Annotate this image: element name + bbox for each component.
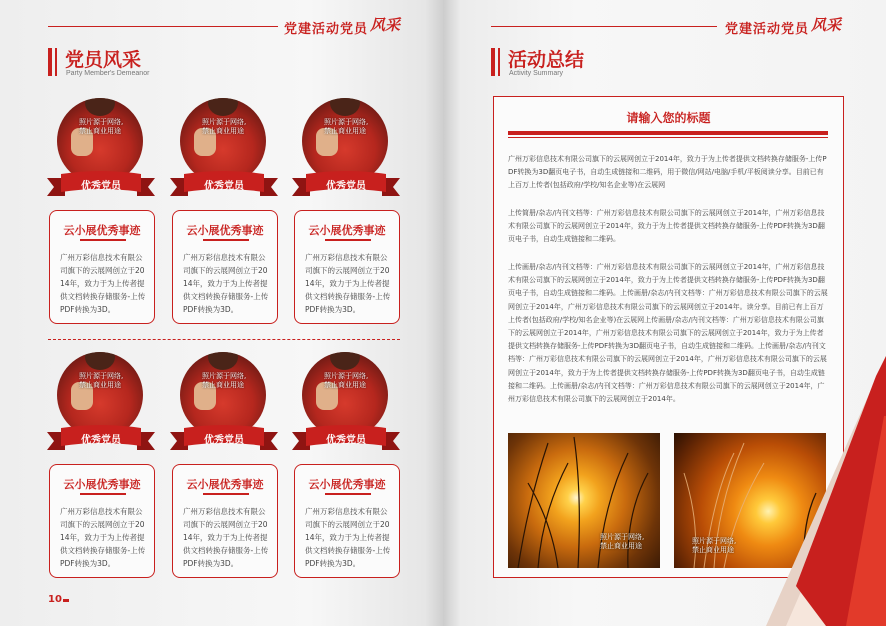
photo-watermark: 照片源于网络, 禁止商业用途 <box>324 372 369 389</box>
badge-label: 优秀党员 <box>81 181 121 192</box>
story-text: 广州万彩信息技术有限公司旗下的云展网创立于2014年，致力于为上传者提供文档转换存储服务-上传PDF转换为3D。 <box>305 253 391 314</box>
story-title: 云小展优秀事迹 <box>186 224 264 237</box>
photo-watermark: 照片源于网络, 禁止商业用途 <box>202 118 247 135</box>
story-text: 广州万彩信息技术有限公司旗下的云展网创立于2014年，致力于为上传者提供文档转换存储服务-上传PDF转换为3D。 <box>305 507 391 568</box>
section-bar-thin <box>55 48 57 76</box>
story-title: 云小展优秀事迹 <box>308 478 386 491</box>
story-text: 广州万彩信息技术有限公司旗下的云展网创立于2014年，致力于为上传者提供文档转换存储服务-上传PDF转换为3D。 <box>60 507 146 568</box>
section-subtitle: Activity Summary <box>509 70 564 77</box>
photo-watermark: 照片源于网络, 禁止商业用途 <box>79 118 124 135</box>
badge-label: 优秀党员 <box>326 181 366 192</box>
header-script: 风采 <box>811 16 842 34</box>
corner-decoration <box>766 356 886 626</box>
header-title: 党建活动党员 <box>725 22 810 37</box>
badge-label: 优秀党员 <box>326 435 366 446</box>
header-title: 党建活动党员 <box>284 22 369 37</box>
photo-watermark: 照片源于网络, 禁止商业用途 <box>324 118 369 135</box>
story-box <box>172 464 278 578</box>
story-title: 云小展优秀事迹 <box>186 478 264 491</box>
badge-label: 优秀党员 <box>204 435 244 446</box>
story-text: 广州万彩信息技术有限公司旗下的云展网创立于2014年，致力于为上传者提供文档转换存储服务-上传PDF转换为3D。 <box>183 253 269 314</box>
panel-rule <box>508 131 828 135</box>
section-title: 活动总结 <box>508 49 585 71</box>
story-text: 广州万彩信息技术有限公司旗下的云展网创立于2014年，致力于为上传者提供文档转换存储服务-上传PDF转换为3D。 <box>183 507 269 568</box>
badge-label: 优秀党员 <box>81 435 121 446</box>
photo-watermark: 照片源于网络, 禁止商业用途 <box>79 372 124 389</box>
header-rule <box>491 26 717 27</box>
header-rule <box>48 26 278 27</box>
photo-watermark: 照片源于网络, 禁止商业用途 <box>692 537 737 554</box>
photo-watermark: 照片源于网络, 禁止商业用途 <box>600 533 645 550</box>
story-title: 云小展优秀事迹 <box>63 224 141 237</box>
story-box <box>49 464 155 578</box>
section-subtitle: Party Member's Demeanor <box>66 70 150 77</box>
dashed-divider <box>48 339 400 340</box>
story-title: 云小展优秀事迹 <box>308 224 386 237</box>
section-bar-thin <box>498 48 500 76</box>
sunset-photo <box>508 433 660 568</box>
header-script: 风采 <box>370 16 401 34</box>
story-box <box>49 210 155 324</box>
section-title: 党员风采 <box>65 49 142 71</box>
story-box <box>172 210 278 324</box>
section-bar <box>491 48 495 76</box>
panel-rule-thin <box>508 137 828 138</box>
page-number-mark <box>63 599 69 602</box>
summary-paragraph: 上传画册/杂志/内刊文档等：广州万彩信息技术有限公司旗下的云展网创立于2014年，广州万彩信息技术有限公司旗下的云展网创立于2014年，致力于为上传者提供文档转换存储服务-上传PDF转换为3D翻页电子书，自动生成链接和二维码。上传画册/杂志/内刊文档等：广州万彩信息技术有限公司旗下的云展网创立于2014年，广州万彩信息技术有限公司旗下的云展网创立于2014年。读分享。目前已有上百万上传者(包括政府/学校/知名企业等)在云展网上传画册/杂志/内刊文档等：广州万彩信息技术有限公司旗下的云展网创立于2014年，广州万彩信息技术有限公司旗下的云展网创立于2014年，致力于为上传者提供文档转换存储服务-上传PDF转换为3D翻页电子书，自动生成链接和二维码。上传画册/杂志/内刊文档等：广州万彩信息技术有限公司旗下的云展网创立于2014年，广州万彩信息技术有限公司旗下的云展网创立于2014年，致力于为上传者提供文档转换存储服务-上传PDF转换为3D翻页电子书，自动生成链接和二维码。上传画册/杂志/内刊文档等：广州万彩信息技术有限公司旗下的云展网创立于2014年，广州万彩信息技术有限公司旗下的云展网创立于2014年。 <box>508 263 828 404</box>
summary-paragraph: 广州万彩信息技术有限公司旗下的云展网创立于2014年，致力于为上传者提供文档转换存储服务-上传PDF转换为3D翻页电子书，自动生成链接和二维码，用于微信/网站/电脑/手机/平板阅读分享。目前已有上百万上传者(包括政府/学校/知名企业等)在云展网 <box>508 155 827 190</box>
story-box <box>294 464 400 578</box>
story-box <box>294 210 400 324</box>
story-title: 云小展优秀事迹 <box>63 478 141 491</box>
badge-label: 优秀党员 <box>204 181 244 192</box>
photo-watermark: 照片源于网络, 禁止商业用途 <box>202 372 247 389</box>
page-number: 10 <box>48 594 62 605</box>
story-text: 广州万彩信息技术有限公司旗下的云展网创立于2014年，致力于为上传者提供文档转换存储服务-上传PDF转换为3D。 <box>60 253 146 314</box>
right-page <box>443 0 886 626</box>
summary-paragraph: 上传简册/杂志/内刊文档等：广州万彩信息技术有限公司旗下的云展网创立于2014年，广州万彩信息技术有限公司旗下的云展网创立于2014年，致力于为上传者提供文档转换存储服务-上传PDF转换为3D翻页电子书，自动生成链接和二维码。 <box>508 209 825 244</box>
section-bar <box>48 48 52 76</box>
panel-title: 请输入您的标题 <box>626 111 711 125</box>
